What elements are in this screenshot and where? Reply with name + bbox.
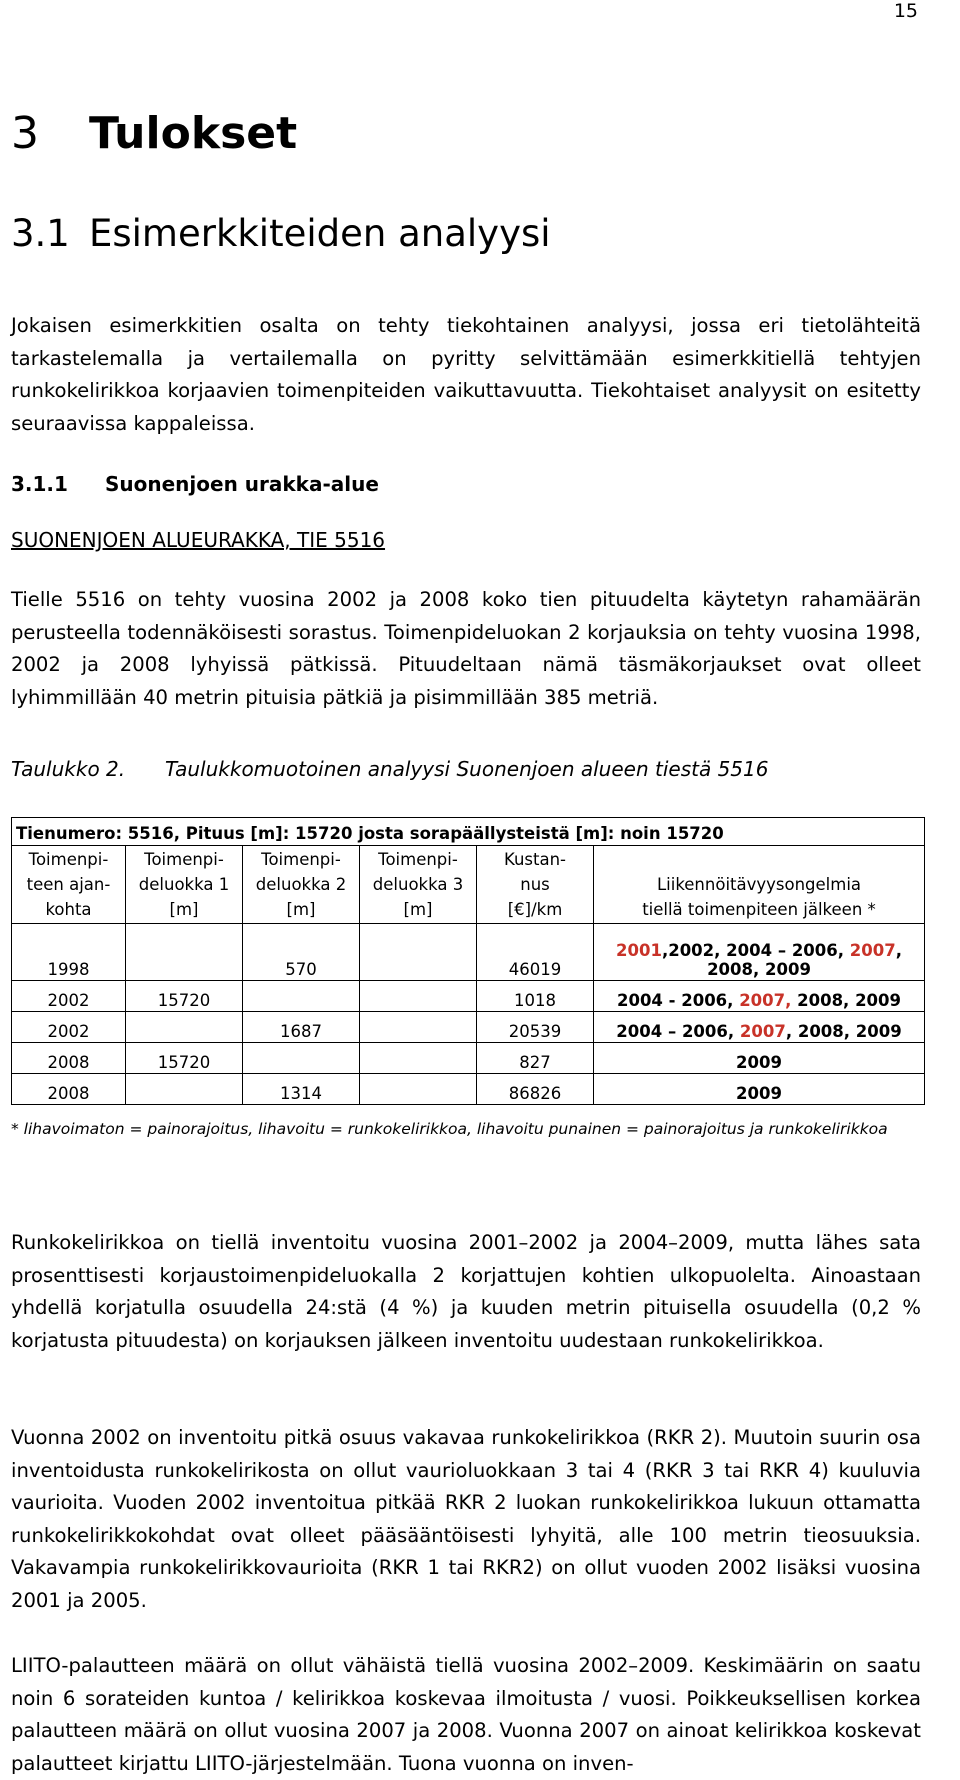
table-row — [12, 1074, 925, 1105]
cell-problems — [594, 1012, 925, 1043]
cell-year: 2002 — [12, 1012, 126, 1043]
road-subheading: SUONENJOEN ALUEURAKKA, TIE 5516 — [11, 528, 386, 552]
cell-tl2 — [243, 981, 360, 1012]
chapter-title: Tulokset — [89, 108, 298, 159]
problem-years: , 2008, 2009 — [785, 1022, 902, 1041]
cell-tl2: 570 — [243, 924, 360, 981]
table-title: Tienumero: 5516, Pituus [m]: 15720 josta sorapäällysteistä [m]: noin 15720 — [12, 818, 925, 846]
paragraph-2: Runkokelirikkoa on tiellä inventoitu vuosina 2001–2002 ja 2004–2009, mutta lähes sata prosenttisesti korjaustoimenpideluokalla 2 korjattujen kohtien ulkopuolelta. Ainoastaan yhdellä korjatulla osuudella 24:stä (4 %) ja kuuden metrin pituisella osuudella (0,2 % korjatusta pituudesta) on korjauksen jälkeen inventoitu uudestaan runkokelirikkoa. — [11, 1231, 921, 1352]
cell-tl1: 15720 — [126, 1043, 243, 1074]
cell-cost: 1018 — [477, 981, 594, 1012]
header-line: teen ajan- — [26, 875, 111, 894]
table-footnote: * lihavoimaton = painorajoitus, lihavoitu = runkokelirikkoa, lihavoitu punainen = painorajoitus ja runkokelirikkoa — [11, 1120, 888, 1138]
cell-cost: 46019 — [477, 924, 594, 981]
table-row — [12, 981, 925, 1012]
header-cost — [477, 846, 594, 924]
problem-years: ,2002, 2004 – 2006, — [661, 941, 850, 960]
cell-year: 2008 — [12, 1043, 126, 1074]
cell-cost: 20539 — [477, 1012, 594, 1043]
section-heading — [11, 212, 551, 255]
chapter-heading — [11, 108, 297, 159]
header-line: Toimenpi- — [261, 850, 341, 869]
header-line: deluokka 3 — [372, 875, 464, 894]
header-class-1 — [126, 846, 243, 924]
header-line: Kustan- — [503, 850, 567, 869]
header-class-3 — [360, 846, 477, 924]
cell-tl1 — [126, 1012, 243, 1043]
header-problems — [594, 846, 925, 924]
cell-cost: 827 — [477, 1043, 594, 1074]
cell-tl2: 1314 — [243, 1074, 360, 1105]
header-line: Liikennöitävyysongelmia — [656, 875, 862, 894]
cell-problems — [594, 981, 925, 1012]
analysis-table — [11, 817, 925, 1105]
header-line: nus — [520, 875, 550, 894]
paragraph-1: Tielle 5516 on tehty vuosina 2002 ja 2008 koko tien pituudelta käytetyn rahamäärän perusteella todennäköisesti sorastus. Toimenpideluokan 2 korjauksia on tehty vuosina 1998, 2002 ja 2008 lyhyissä pätkissä. Pituudeltaan nämä täsmäkorjaukset ovat olleet lyhimmillään 40 metrin pituisia pätkiä ja pisimmillään 385 metriä. — [11, 588, 921, 709]
cell-cost: 86826 — [477, 1074, 594, 1105]
page-number: 15 — [893, 0, 918, 22]
cell-tl2: 1687 — [243, 1012, 360, 1043]
header-line: Toimenpi- — [378, 850, 458, 869]
section-number: 3.1 — [11, 212, 70, 255]
cell-problems — [594, 1043, 925, 1074]
header-line: kohta — [45, 900, 92, 919]
problem-years: 2008, 2009 — [791, 991, 901, 1010]
header-line: [€]/km — [507, 900, 563, 919]
header-line: tiellä toimenpiteen jälkeen * — [642, 900, 876, 919]
header-line: Toimenpi- — [144, 850, 224, 869]
cell-tl2 — [243, 1043, 360, 1074]
table-row — [12, 1043, 925, 1074]
cell-tl1 — [126, 1074, 243, 1105]
cell-tl3 — [360, 1074, 477, 1105]
header-line: Toimenpi- — [28, 850, 109, 869]
table-caption — [11, 757, 768, 781]
subsection-heading — [11, 472, 379, 496]
cell-tl3 — [360, 981, 477, 1012]
cell-problems — [594, 1074, 925, 1105]
header-class-2 — [243, 846, 360, 924]
problem-years: 2009 — [736, 1084, 782, 1103]
problem-years: , 2008, 2009 — [707, 941, 902, 979]
problem-year-red: 2001 — [616, 941, 662, 960]
cell-tl1 — [126, 924, 243, 981]
header-date — [12, 846, 126, 924]
paragraph-3: Vuonna 2002 on inventoitu pitkä osuus vakavaa runkokelirikkoa (RKR 2). Muutoin suurin osa inventoidusta runkokelirikosta on ollut vaurioluokkaan 3 tai 4 (RKR 3 tai RKR 4) kuuluvia vaurioita. Vuoden 2002 inventoitua pitkää RKR 2 luokan runkokelirikkoa lukuun ottamatta runkokelirikkokohdat ovat olleet pääsääntöisesti lyhyitä, alle 100 metrin tieosuuksia. Vakavampia runkokelirikkovaurioita (RKR 1 tai RKR2) on ollut vuoden 2002 lisäksi vuosina 2001 ja 2005. — [11, 1426, 921, 1612]
cell-tl3 — [360, 1043, 477, 1074]
cell-tl3 — [360, 924, 477, 981]
cell-year: 1998 — [12, 924, 126, 981]
cell-year: 2002 — [12, 981, 126, 1012]
cell-tl3 — [360, 1012, 477, 1043]
header-line: [m] — [286, 900, 316, 919]
cell-problems — [594, 924, 925, 981]
header-line: [m] — [169, 900, 199, 919]
caption-text: Taulukkomuotoinen analyysi Suonenjoen alueen tiestä 5516 — [165, 757, 769, 781]
intro-paragraph: Jokaisen esimerkkitien osalta on tehty tiekohtainen analyysi, jossa eri tietolähteitä tarkastelemalla ja vertailemalla on pyritty selvittämään esimerkkitiellä tehtyjen runkokelirikkoa korjaavien toimenpiteiden vaikuttavuutta. Tiekohtaiset analyysit on esitetty seuraavissa kappaleissa. — [11, 314, 921, 435]
table-row — [12, 924, 925, 981]
paragraph-4: LIITO-palautteen määrä on ollut vähäistä tiellä vuosina 2002–2009. Keskimäärin on saatu noin 6 sorateiden kuntoa / kelirikkoa koskevaa ilmoitusta / vuosi. Poikkeuksellisen korkea palautteen määrä on ollut vuosina 2007 ja 2008. Vuonna 2007 on ainoat kelirikkoa koskevat palautteet kirjattu LIITO-järjestelmään. Tuona vuonna on inven- — [11, 1654, 921, 1775]
caption-label: Taulukko 2. — [11, 757, 126, 781]
problem-years: 2004 - 2006, — [616, 991, 740, 1010]
problem-years: 2009 — [736, 1053, 782, 1072]
table-header-row — [12, 846, 925, 924]
header-line: deluokka 1 — [138, 875, 230, 894]
header-line: deluokka 2 — [255, 875, 347, 894]
problem-year-red: 2007, — [739, 991, 792, 1010]
cell-year: 2008 — [12, 1074, 126, 1105]
header-line: [m] — [403, 900, 433, 919]
problem-year-red: 2007 — [739, 1022, 786, 1041]
subsection-number: 3.1.1 — [11, 472, 68, 496]
chapter-number: 3 — [11, 108, 39, 159]
subsection-title: Suonenjoen urakka-alue — [105, 472, 379, 496]
problem-years: 2004 – 2006, — [616, 1022, 740, 1041]
problem-year-red: 2007 — [849, 941, 896, 960]
cell-tl1: 15720 — [126, 981, 243, 1012]
section-title: Esimerkkiteiden analyysi — [89, 212, 551, 255]
table-row — [12, 1012, 925, 1043]
